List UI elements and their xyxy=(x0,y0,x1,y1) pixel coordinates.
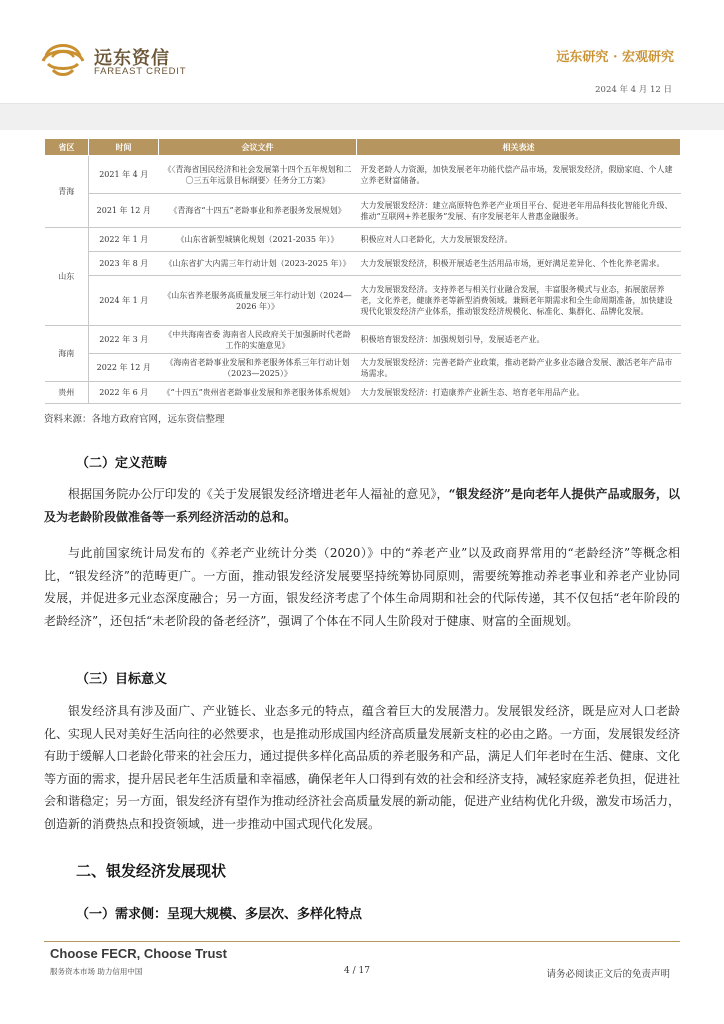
time-cell: 2022 年 6 月 xyxy=(89,382,159,404)
document-cell: 《青海省“十四五”老龄事业和养老服务发展规划》 xyxy=(159,194,357,228)
statement-cell: 开发老龄人力资源，加快发展老年功能代偿产品市场，发展银发经济，假励家庭、个人建立养老财富储备。 xyxy=(357,156,681,194)
document-cell: 《〈青海省国民经济和社会发展第十四个五年规划和二〇三五年远景目标纲要〉任务分工方案》 xyxy=(159,156,357,194)
footer-disclaimer: 请务必阅读正文后的免责声明 xyxy=(546,969,670,980)
table-row xyxy=(45,382,681,404)
region-cell: 青海 xyxy=(45,156,89,228)
region-cell: 海南 xyxy=(45,326,89,382)
time-cell: 2024 年 1 月 xyxy=(89,276,159,326)
region-cell: 贵州 xyxy=(45,382,89,404)
time-cell: 2022 年 12 月 xyxy=(89,354,159,382)
fareast-logo-icon xyxy=(40,40,86,80)
page-number: 4 / 17 xyxy=(344,966,370,976)
col-header-time: 时间 xyxy=(89,139,159,156)
col-header-document: 会议文件 xyxy=(159,139,357,156)
document-cell: 《山东省新型城镇化规划（2021-2035 年）》 xyxy=(159,228,357,252)
table-row xyxy=(45,156,681,194)
statement-cell: 积极培育银发经济：加强规划引导，发展适老产业。 xyxy=(357,326,681,354)
time-cell: 2021 年 4 月 xyxy=(89,156,159,194)
document-cell: 《山东省扩大内需三年行动计划（2023-2025 年）》 xyxy=(159,252,357,276)
header-band xyxy=(0,103,724,130)
table-header-row xyxy=(45,139,681,156)
section-title-goal: （三）目标意义 xyxy=(76,672,168,687)
goal-paragraph xyxy=(44,700,680,835)
chapter-subtitle: （一）需求侧：呈现大规模、多层次、多样化特点 xyxy=(76,907,363,922)
time-cell: 2022 年 1 月 xyxy=(89,228,159,252)
col-header-statement: 相关表述 xyxy=(357,139,681,156)
time-cell: 2021 年 12 月 xyxy=(89,194,159,228)
document-cell: 《山东省养老服务高质量发展三年行动计划（2024—2026 年）》 xyxy=(159,276,357,326)
table-row xyxy=(45,354,681,382)
table-source: 资料来源：各地方政府官网，远东资信整理 xyxy=(44,414,225,425)
definition-highlight: “银发经济”是向老年人提供产品或服务，以及为老龄阶段做准备等一系列经济活动的总和。 xyxy=(44,487,680,524)
policy-table xyxy=(44,138,681,404)
table-row xyxy=(45,276,681,326)
statement-cell: 大力发展银发经济：建立高原特色养老产业项目平台、促进老年用品科技化智能化升级、推动“互联网+养老服务”发展、有序发展老年人普惠金融服务。 xyxy=(357,194,681,228)
definition-paragraph-2 xyxy=(44,542,680,632)
section-title-definition: （二）定义范畴 xyxy=(76,456,168,471)
definition-paragraph-1 xyxy=(44,483,680,528)
document-cell: 《中共海南省委 海南省人民政府关于加强新时代老龄工作的实施意见》 xyxy=(159,326,357,354)
chapter-title: 二、银发经济发展现状 xyxy=(76,862,227,880)
report-date: 2024 年 4 月 12 日 xyxy=(595,85,672,95)
time-cell: 2022 年 3 月 xyxy=(89,326,159,354)
statement-cell: 积极应对人口老龄化，大力发展银发经济。 xyxy=(357,228,681,252)
statement-cell: 大力发展银发经济。支持养老与相关行业融合发展，丰富服务模式与业态，拓展旅居养老，文化养老，健康养老等新型消费领域。兼顾老年期需求和全生命周期准备，加快建设现代化银发经济产业体系，推动银发经济规模化、标准化、集群化、品牌化发展。 xyxy=(357,276,681,326)
table-row xyxy=(45,252,681,276)
footer-slogan: 服务资本市场 助力信用中国 xyxy=(50,967,143,976)
definition-text-2: 与此前国家统计局发布的《养老产业统计分类（2020）》中的“养老产业”以及政商界常用的“老龄经济”等概念相比，“银发经济”的范畴更广。一方面，推动银发经济发展要坚持统筹协同原则，需要统筹推动养老事业和养老产业协同发展，并促进多元业态深度融合；另一方面，银发经济考虑了个体生命周期和社会的代际传递，其不仅包括“老年阶段的老龄经济”，还包括“未老阶段的备老经济”，强调了个体在不同人生阶段对于健康、财富的全面规划。 xyxy=(44,546,680,628)
definition-text: 根据国务院办公厅印发的《关于发展银发经济增进老年人福祉的意见》， xyxy=(68,487,449,501)
company-logo xyxy=(40,40,220,84)
goal-text: 银发经济具有涉及面广、产业链长、业态多元的特点，蕴含着巨大的发展潜力。发展银发经济，既是应对人口老龄化、实现人民对美好生活向往的必然要求，也是推动形成国内经济高质量发展新支柱的必由之路。一方面，发展银发经济有助于缓解人口老龄化带来的社会压力，通过提供多样化高品质的养老服务和产品，满足人们年老时在生活、健康、文化等方面的需求，提升居民老年生活质量和幸福感，确保老年人口得到有效的社会和经济支持，减轻家庭养老负担，促进社会和谐稳定；另一方面，银发经济有望作为推动经济社会高质量发展的新动能，促进产业结构优化升级，激发市场活力，创造新的消费热点和投资领域，进一步推动中国式现代化发展。 xyxy=(44,704,681,831)
time-cell: 2023 年 8 月 xyxy=(89,252,159,276)
footer-divider xyxy=(44,941,680,942)
report-series: 远东研究 · 宏观研究 xyxy=(556,50,674,65)
statement-cell: 大力发展银发经济：打造康养产业新生态、培育老年用品产业。 xyxy=(357,382,681,404)
col-header-region: 省区 xyxy=(45,139,89,156)
logo-name-cn: 远东资信 xyxy=(94,48,170,69)
footer-brand: Choose FECR, Choose Trust xyxy=(50,946,227,961)
logo-name-en: FAREAST CREDIT xyxy=(94,66,187,77)
table-row xyxy=(45,326,681,354)
region-cell: 山东 xyxy=(45,228,89,326)
table-row xyxy=(45,194,681,228)
document-cell: 《“十四五”贵州省老龄事业发展和养老服务体系规划》 xyxy=(159,382,357,404)
table-row xyxy=(45,228,681,252)
document-cell: 《海南省老龄事业发展和养老服务体系三年行动计划（2023—2025）》 xyxy=(159,354,357,382)
statement-cell: 大力发展银发经济：完善老龄产业政策，推动老龄产业多业态融合发展、激活老年产品市场需求。 xyxy=(357,354,681,382)
statement-cell: 大力发展银发经济，积极开展适老生活用品市场，更好满足差异化、个性化养老需求。 xyxy=(357,252,681,276)
